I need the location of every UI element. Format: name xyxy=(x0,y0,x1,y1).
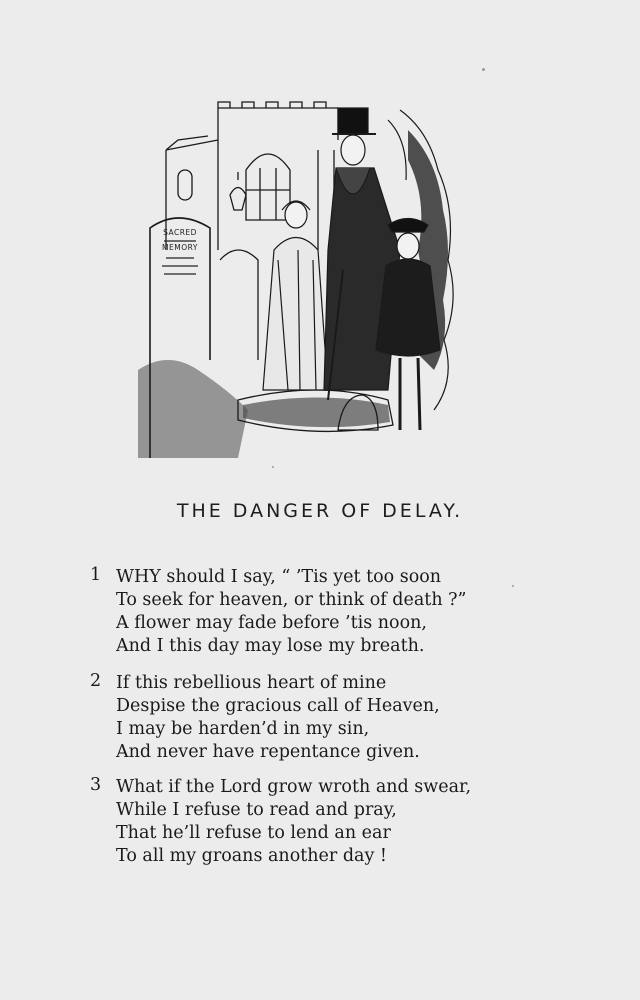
side-window xyxy=(178,170,192,200)
page-speck xyxy=(482,68,485,71)
church-tower xyxy=(218,108,338,250)
gothic-window xyxy=(246,154,290,220)
stanza-number: 1 xyxy=(90,565,102,585)
poem-line: A flower may fade before ’tis noon, xyxy=(116,613,427,633)
poem-title: THE DANGER OF DELAY. xyxy=(176,500,464,522)
poem-line: And I this day may lose my breath. xyxy=(116,636,425,656)
poem-line: While I refuse to read and pray, xyxy=(116,800,397,820)
poem-line: WHY should I say, “ ’Tis yet too soon xyxy=(116,567,442,587)
headstone-inscription xyxy=(162,228,198,274)
figure-man xyxy=(324,108,400,400)
grave-shading xyxy=(243,398,390,428)
poem-line: If this rebellious heart of mine xyxy=(116,673,387,693)
page-speck xyxy=(272,466,274,468)
poem-line: Despise the gracious call of Heaven, xyxy=(116,696,440,716)
poem-line: To all my groans another day ! xyxy=(116,846,387,866)
churchyard-illustration xyxy=(138,100,470,458)
stanza-number: 3 xyxy=(90,775,102,795)
poem-line: That he’ll refuse to lend an ear xyxy=(116,823,391,843)
poem-line: To seek for heaven, or think of death ?” xyxy=(116,590,467,610)
urn xyxy=(230,172,246,210)
poem-line: What if the Lord grow wroth and swear, xyxy=(116,777,472,797)
poem-line: I may be harden’d in my sin, xyxy=(116,719,370,739)
headstone-right-arch xyxy=(220,250,258,360)
page-speck xyxy=(512,585,514,587)
headstone-word-memory: MEMORY xyxy=(162,243,198,252)
grass-shading xyxy=(138,360,248,458)
poem-line: And never have repentance given. xyxy=(116,742,420,762)
stanza-number: 2 xyxy=(90,671,102,691)
battlements xyxy=(218,102,326,108)
headstone-word-sacred: SACRED xyxy=(163,228,197,237)
